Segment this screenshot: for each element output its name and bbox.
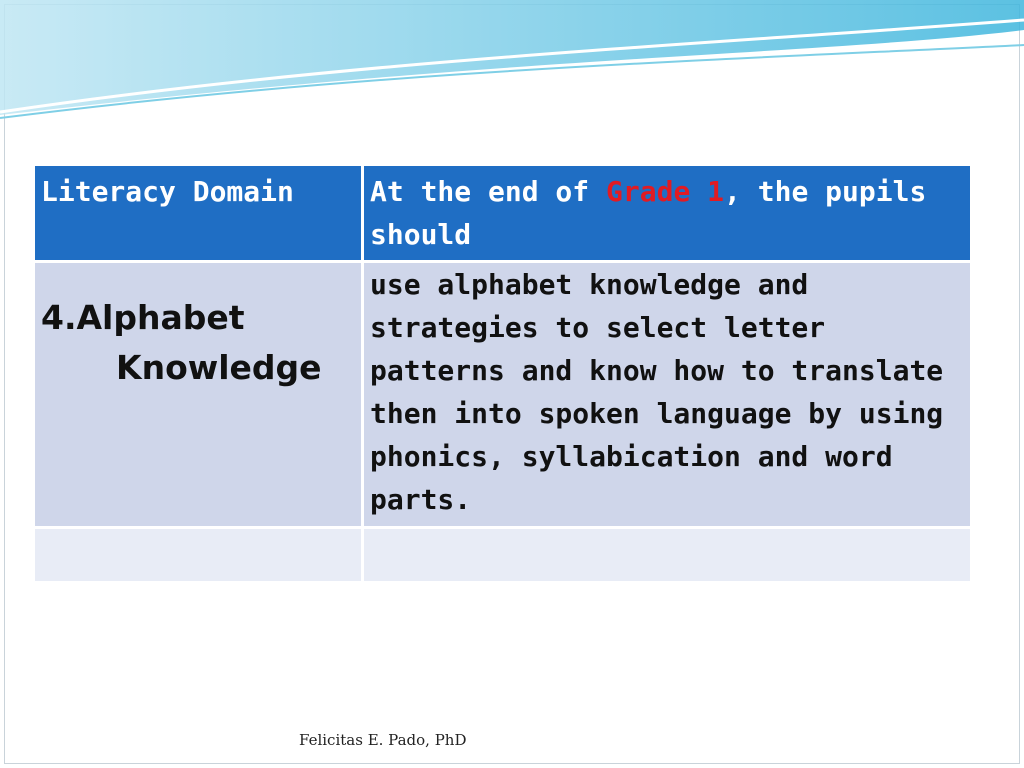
footer-author: Felicitas E. Pado, PhD [299, 731, 467, 749]
header-grade-highlight: Grade 1 [606, 175, 725, 208]
table-header-row [35, 166, 970, 260]
domain-name-continued: Knowledge [116, 348, 322, 387]
header-swoosh-decoration [0, 0, 1024, 120]
standard-cell: use alphabet knowledge and strategies to select letter patterns and know how to translate then into spoken language by using phonics, syllabication and word parts. [364, 263, 970, 526]
header-domain-cell: Literacy Domain [35, 166, 361, 260]
literacy-standards-table [32, 163, 973, 584]
table-row [35, 263, 970, 526]
header-standard-cell [364, 166, 970, 260]
domain-number-name: 4.Alphabet [41, 298, 245, 337]
empty-cell [364, 529, 970, 581]
empty-cell [35, 529, 361, 581]
header-suffix: , the pupils should [370, 175, 927, 251]
domain-cell [35, 263, 361, 526]
header-prefix: At the end of [370, 175, 607, 208]
empty-table-row [35, 529, 970, 581]
